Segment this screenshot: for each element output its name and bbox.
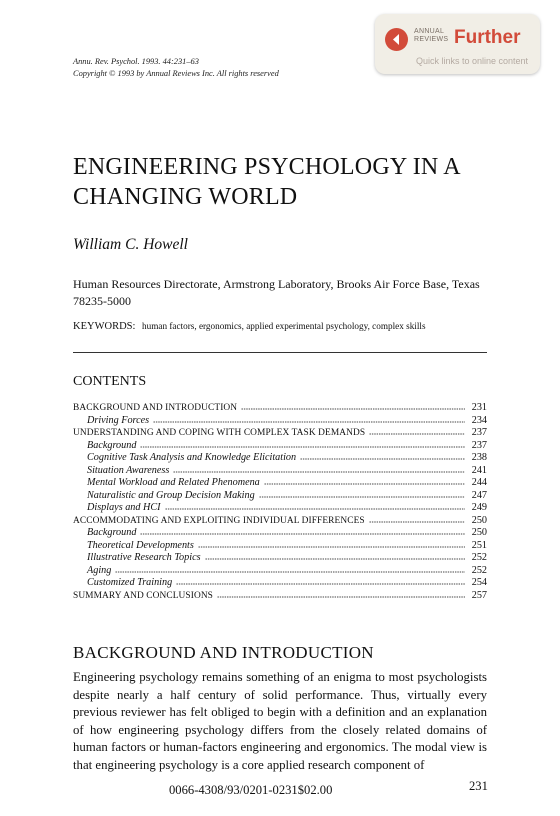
toc-entry[interactable]: Naturalistic and Group Decision Making 247 — [87, 489, 487, 501]
toc-entry[interactable]: SUMMARY AND CONCLUSIONS 257 — [73, 589, 487, 601]
toc-leader — [176, 577, 465, 585]
toc-leader — [165, 502, 465, 510]
journal-header — [73, 56, 279, 80]
toc-entry[interactable]: Illustrative Research Topics 252 — [87, 552, 487, 563]
author-affiliation: Human Resources Directorate, Armstrong Laboratory, Brooks Air Force Base, Texas 78235-5000 — [73, 277, 480, 308]
body-paragraph: Engineering psychology remains something of an enigma to most psychologists despite nearly a half century of solid performance. Thus, virtually every previous reviewer has felt obliged to begin with a definition and an explanation of how engineering psychology differs from the closely related domains of human factors or human-factors engineering and ergonomics. The modal view is that engineering psychology is a core applied research component of — [73, 670, 487, 772]
toc-entry[interactable]: Driving Forces 234 — [87, 414, 487, 426]
toc-leader — [205, 552, 465, 560]
journal-citation: Annu. Rev. Psychol. 1993. 44:231–63 — [73, 57, 199, 66]
toc-entry[interactable]: Theoretical Developments 251 — [87, 539, 487, 551]
toc-entry[interactable]: Displays and HCI 249 — [87, 502, 487, 513]
toc-leader — [115, 565, 465, 573]
toc-leader — [259, 490, 465, 498]
page-number: 231 — [469, 779, 488, 793]
toc-entry[interactable]: ACCOMMODATING AND EXPLOITING INDIVIDUAL DIFFERENCES 250 — [73, 514, 487, 526]
badge-publisher: ANNUAL REVIEWS — [414, 28, 449, 43]
toc-entry[interactable]: Cognitive Task Analysis and Knowledge Elicitation 238 — [87, 452, 487, 463]
badge-further-label: Further — [454, 27, 521, 48]
section-heading: BACKGROUND AND INTRODUCTION — [73, 643, 374, 662]
toc-leader — [217, 590, 465, 598]
keywords-list: human factors, ergonomics, applied experimental psychology, complex skills — [142, 321, 426, 331]
badge-quick-links-link[interactable]: Quick links to online content — [416, 56, 529, 66]
toc-leader — [241, 402, 465, 410]
toc-entry[interactable]: Situation Awareness 241 — [87, 464, 487, 476]
toc-entry[interactable]: UNDERSTANDING AND COPING WITH COMPLEX TASK DEMANDS 237 — [73, 427, 487, 438]
toc-leader — [140, 527, 465, 535]
toc-leader — [198, 540, 465, 548]
toc-leader — [140, 440, 465, 448]
article-title: ENGINEERING PSYCHOLOGY IN A CHANGING WORLD — [73, 154, 461, 210]
article-code: 0066-4308/93/0201-0231$02.00 — [169, 783, 333, 797]
keywords-line — [73, 321, 426, 332]
toc-entry[interactable]: Background 237 — [87, 439, 487, 451]
toc-leader — [300, 452, 465, 460]
annual-reviews-further-badge[interactable] — [375, 14, 540, 74]
section-divider — [73, 352, 487, 353]
table-of-contents — [73, 402, 487, 602]
toc-leader — [369, 427, 465, 435]
toc-entry[interactable]: Aging 252 — [87, 564, 487, 576]
toc-entry[interactable]: Background 250 — [87, 527, 487, 538]
keywords-label: KEYWORDS: — [73, 321, 136, 332]
author-name: William C. Howell — [73, 236, 188, 253]
toc-entry[interactable]: Mental Workload and Related Phenomena 244 — [87, 477, 487, 488]
toc-entry[interactable]: BACKGROUND AND INTRODUCTION 231 — [73, 402, 487, 413]
copyright-notice: Copyright © 1993 by Annual Reviews Inc. All rights reserved — [73, 69, 279, 78]
toc-leader — [153, 415, 465, 423]
toc-leader — [264, 477, 465, 485]
speaker-play-icon — [385, 28, 408, 51]
toc-leader — [369, 515, 465, 523]
toc-leader — [173, 465, 465, 473]
toc-entry[interactable]: Customized Training 254 — [87, 577, 487, 588]
contents-heading: CONTENTS — [73, 374, 147, 389]
